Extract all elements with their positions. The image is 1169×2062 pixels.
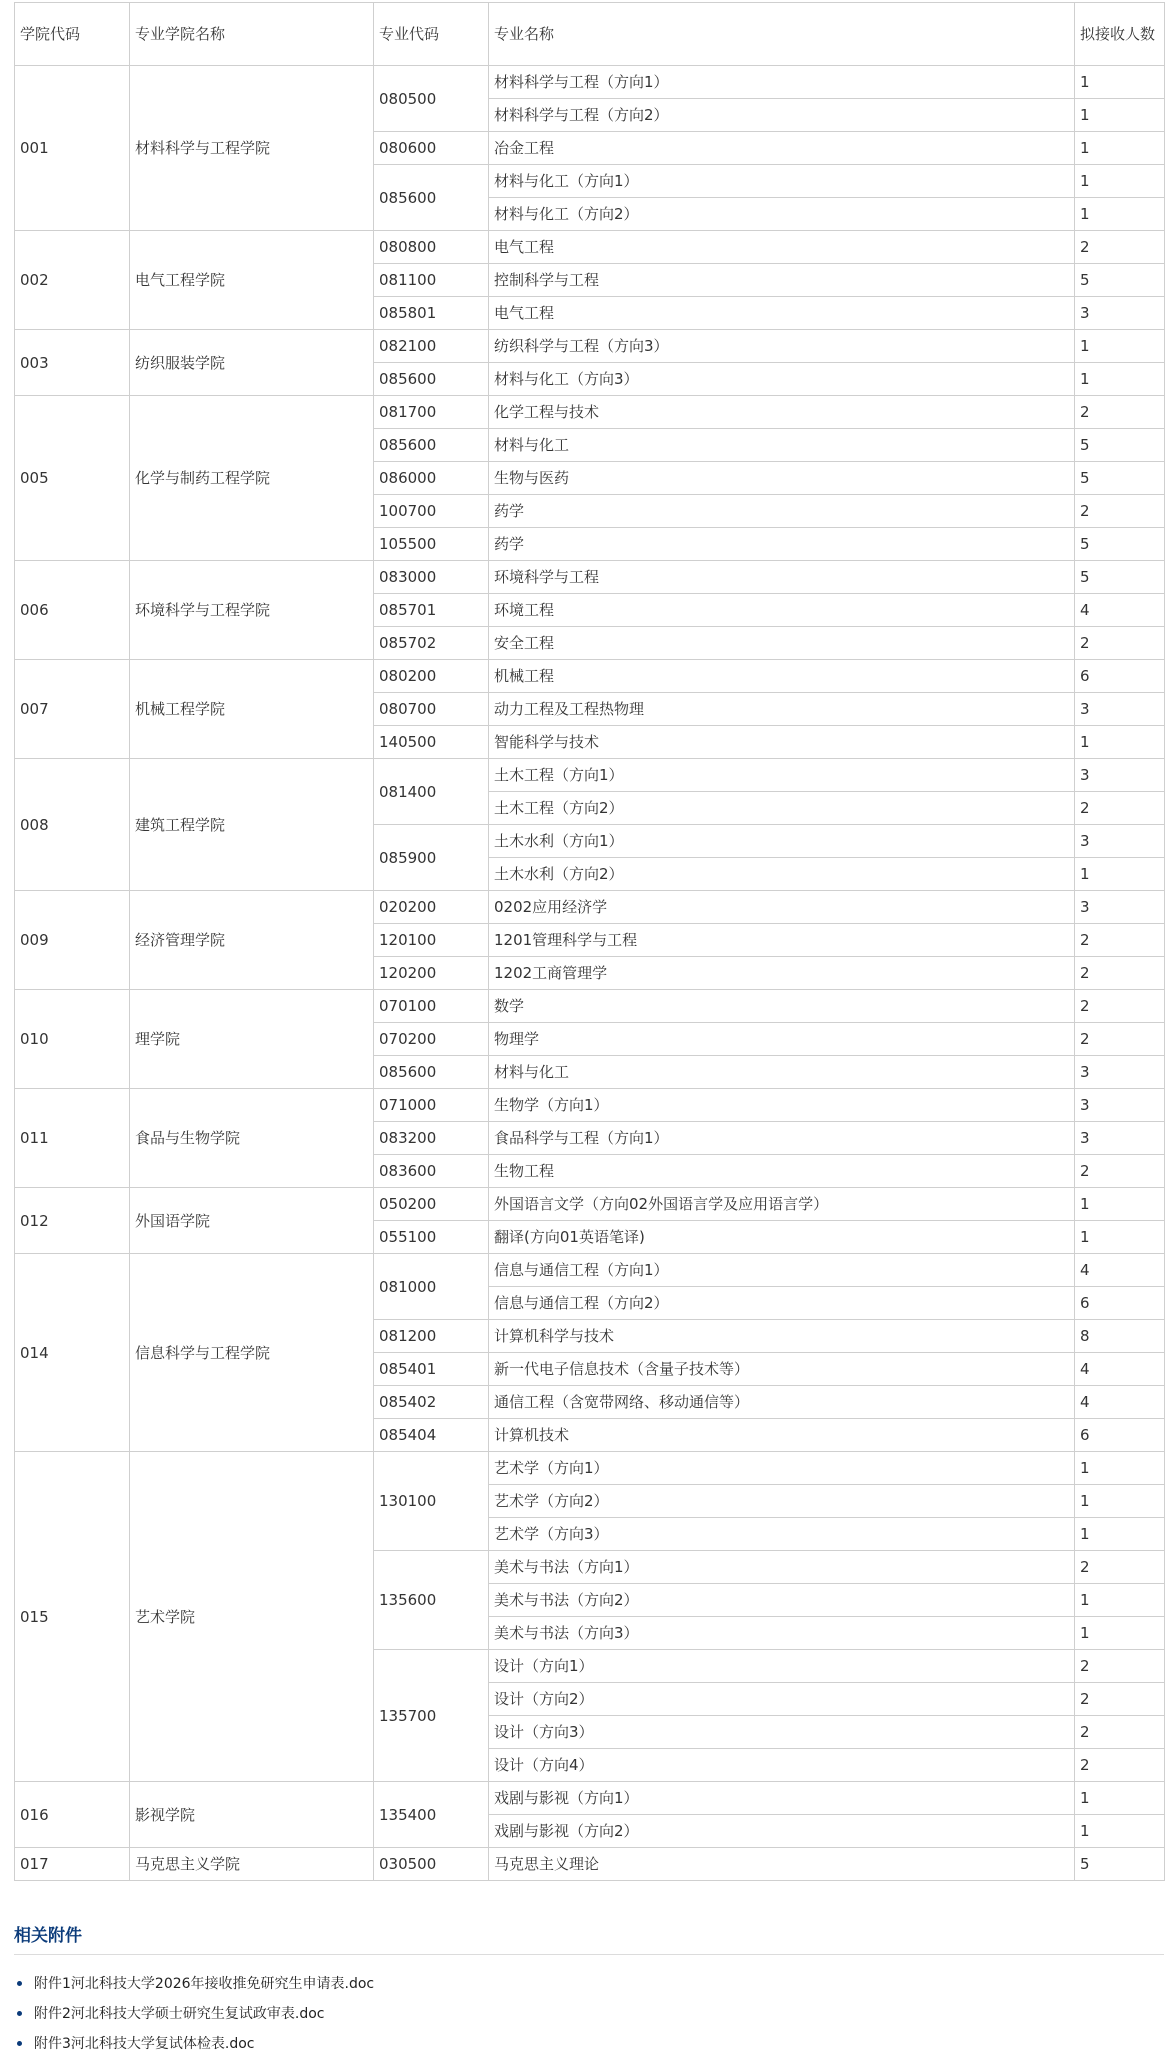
major-code-cell: 055100: [374, 1221, 489, 1254]
major-code-cell: 086000: [374, 462, 489, 495]
quota-count-cell: 1: [1075, 1584, 1165, 1617]
major-name-cell: 马克思主义理论: [489, 1848, 1075, 1881]
college-name-cell: 艺术学院: [130, 1452, 374, 1782]
major-name-cell: 设计（方向1）: [489, 1650, 1075, 1683]
attachment-link-3[interactable]: 附件3河北科技大学复试体检表.doc: [34, 2036, 255, 2052]
quota-count-cell: 2: [1075, 792, 1165, 825]
major-code-cell: 140500: [374, 726, 489, 759]
quota-count-cell: 5: [1075, 264, 1165, 297]
major-code-cell: 135600: [374, 1551, 489, 1650]
major-code-cell: 085702: [374, 627, 489, 660]
major-name-cell: 计算机科学与技术: [489, 1320, 1075, 1353]
college-code-cell: 002: [15, 231, 130, 330]
quota-count-cell: 6: [1075, 1287, 1165, 1320]
quota-count-cell: 2: [1075, 1551, 1165, 1584]
quota-count-cell: 3: [1075, 1056, 1165, 1089]
major-name-cell: 安全工程: [489, 627, 1075, 660]
attachment-item: [14, 2029, 1164, 2059]
attachments-title: 相关附件: [14, 1926, 82, 1946]
college-code-cell: 017: [15, 1848, 130, 1881]
major-name-cell: 智能科学与技术: [489, 726, 1075, 759]
bullet-icon: [17, 2011, 22, 2016]
major-code-cell: 081200: [374, 1320, 489, 1353]
quota-count-cell: 1: [1075, 132, 1165, 165]
quota-count-cell: 1: [1075, 858, 1165, 891]
table-row: [15, 66, 1165, 99]
table-row: [15, 660, 1165, 693]
college-code-cell: 001: [15, 66, 130, 231]
major-code-cell: 085701: [374, 594, 489, 627]
major-name-cell: 土木工程（方向2）: [489, 792, 1075, 825]
bullet-icon: [17, 1981, 22, 1986]
college-code-cell: 005: [15, 396, 130, 561]
major-code-cell: 085402: [374, 1386, 489, 1419]
major-name-cell: 土木工程（方向1）: [489, 759, 1075, 792]
quota-count-cell: 5: [1075, 429, 1165, 462]
quota-count-cell: 5: [1075, 462, 1165, 495]
attachment-item: [14, 1969, 1164, 1999]
quota-count-cell: 4: [1075, 1386, 1165, 1419]
major-name-cell: 环境科学与工程: [489, 561, 1075, 594]
quota-count-cell: 1: [1075, 726, 1165, 759]
major-code-cell: 081400: [374, 759, 489, 825]
quota-count-cell: 1: [1075, 1815, 1165, 1848]
table-row: [15, 561, 1165, 594]
major-name-cell: 外国语言文学（方向02外国语言学及应用语言学）: [489, 1188, 1075, 1221]
college-name-cell: 纺织服装学院: [130, 330, 374, 396]
quota-count-cell: 8: [1075, 1320, 1165, 1353]
major-name-cell: 材料与化工（方向3）: [489, 363, 1075, 396]
college-name-cell: 经济管理学院: [130, 891, 374, 990]
major-code-cell: 071000: [374, 1089, 489, 1122]
college-name-cell: 建筑工程学院: [130, 759, 374, 891]
major-name-cell: 艺术学（方向2）: [489, 1485, 1075, 1518]
major-name-cell: 0202应用经济学: [489, 891, 1075, 924]
major-name-cell: 信息与通信工程（方向2）: [489, 1287, 1075, 1320]
table-row: [15, 1848, 1165, 1881]
major-code-cell: 120200: [374, 957, 489, 990]
attachment-link-1[interactable]: 附件1河北科技大学2026年接收推免研究生申请表.doc: [34, 1976, 375, 1992]
quota-count-cell: 6: [1075, 660, 1165, 693]
quota-count-cell: 2: [1075, 957, 1165, 990]
major-code-cell: 135400: [374, 1782, 489, 1848]
major-name-cell: 1201管理科学与工程: [489, 924, 1075, 957]
header-major-name: 专业名称: [489, 3, 1075, 66]
quota-count-cell: 1: [1075, 363, 1165, 396]
major-name-cell: 土木水利（方向2）: [489, 858, 1075, 891]
major-code-cell: 080800: [374, 231, 489, 264]
major-name-cell: 设计（方向3）: [489, 1716, 1075, 1749]
major-name-cell: 美术与书法（方向3）: [489, 1617, 1075, 1650]
table-row: [15, 990, 1165, 1023]
college-name-cell: 外国语学院: [130, 1188, 374, 1254]
major-name-cell: 电气工程: [489, 231, 1075, 264]
college-code-cell: 016: [15, 1782, 130, 1848]
table-row: [15, 891, 1165, 924]
table-row: [15, 759, 1165, 792]
major-code-cell: 085401: [374, 1353, 489, 1386]
major-name-cell: 材料科学与工程（方向1）: [489, 66, 1075, 99]
major-name-cell: 1202工商管理学: [489, 957, 1075, 990]
bullet-icon: [17, 2041, 22, 2046]
major-name-cell: 土木水利（方向1）: [489, 825, 1075, 858]
major-code-cell: 070200: [374, 1023, 489, 1056]
major-name-cell: 动力工程及工程热物理: [489, 693, 1075, 726]
quota-count-cell: 2: [1075, 231, 1165, 264]
major-name-cell: 控制科学与工程: [489, 264, 1075, 297]
college-name-cell: 食品与生物学院: [130, 1089, 374, 1188]
attachment-item: [14, 1999, 1164, 2029]
quota-count-cell: 2: [1075, 396, 1165, 429]
major-name-cell: 物理学: [489, 1023, 1075, 1056]
college-code-cell: 014: [15, 1254, 130, 1452]
major-name-cell: 艺术学（方向1）: [489, 1452, 1075, 1485]
major-code-cell: 083200: [374, 1122, 489, 1155]
major-code-cell: 085600: [374, 429, 489, 462]
major-name-cell: 翻译(方向01英语笔译): [489, 1221, 1075, 1254]
major-name-cell: 纺织科学与工程（方向3）: [489, 330, 1075, 363]
major-code-cell: 120100: [374, 924, 489, 957]
quota-count-cell: 3: [1075, 297, 1165, 330]
quota-count-cell: 4: [1075, 1353, 1165, 1386]
major-name-cell: 美术与书法（方向1）: [489, 1551, 1075, 1584]
admission-quota-table: [14, 2, 1165, 1881]
college-code-cell: 003: [15, 330, 130, 396]
major-code-cell: 081100: [374, 264, 489, 297]
table-row: [15, 1188, 1165, 1221]
quota-count-cell: 2: [1075, 924, 1165, 957]
attachments-list: [14, 1969, 1164, 2059]
major-code-cell: 030500: [374, 1848, 489, 1881]
header-major-code: 专业代码: [374, 3, 489, 66]
major-name-cell: 环境工程: [489, 594, 1075, 627]
quota-count-cell: 1: [1075, 330, 1165, 363]
quota-count-cell: 3: [1075, 693, 1165, 726]
quota-count-cell: 1: [1075, 1617, 1165, 1650]
quota-count-cell: 1: [1075, 1782, 1165, 1815]
quota-count-cell: 2: [1075, 1749, 1165, 1782]
major-code-cell: 085404: [374, 1419, 489, 1452]
college-code-cell: 009: [15, 891, 130, 990]
major-name-cell: 材料科学与工程（方向2）: [489, 99, 1075, 132]
table-row: [15, 1782, 1165, 1815]
table-header-row: [15, 3, 1165, 66]
admission-table-container: [14, 2, 1164, 1881]
table-row: [15, 1254, 1165, 1287]
major-name-cell: 药学: [489, 528, 1075, 561]
major-name-cell: 设计（方向4）: [489, 1749, 1075, 1782]
quota-count-cell: 2: [1075, 1683, 1165, 1716]
major-code-cell: 080600: [374, 132, 489, 165]
college-name-cell: 化学与制药工程学院: [130, 396, 374, 561]
quota-count-cell: 1: [1075, 198, 1165, 231]
major-code-cell: 082100: [374, 330, 489, 363]
quota-count-cell: 1: [1075, 1518, 1165, 1551]
major-code-cell: 070100: [374, 990, 489, 1023]
major-name-cell: 通信工程（含宽带网络、移动通信等）: [489, 1386, 1075, 1419]
major-name-cell: 美术与书法（方向2）: [489, 1584, 1075, 1617]
major-code-cell: 083600: [374, 1155, 489, 1188]
attachments-section: [14, 1918, 1164, 2059]
major-name-cell: 生物学（方向1）: [489, 1089, 1075, 1122]
quota-count-cell: 6: [1075, 1419, 1165, 1452]
table-row: [15, 330, 1165, 363]
major-code-cell: 020200: [374, 891, 489, 924]
major-code-cell: 050200: [374, 1188, 489, 1221]
quota-count-cell: 1: [1075, 1221, 1165, 1254]
major-name-cell: 机械工程: [489, 660, 1075, 693]
major-code-cell: 080700: [374, 693, 489, 726]
quota-count-cell: 3: [1075, 1089, 1165, 1122]
major-code-cell: 080500: [374, 66, 489, 132]
table-body: [15, 66, 1165, 1881]
college-code-cell: 007: [15, 660, 130, 759]
major-name-cell: 生物与医药: [489, 462, 1075, 495]
quota-count-cell: 2: [1075, 1716, 1165, 1749]
quota-count-cell: 1: [1075, 165, 1165, 198]
college-name-cell: 材料科学与工程学院: [130, 66, 374, 231]
major-name-cell: 化学工程与技术: [489, 396, 1075, 429]
quota-count-cell: 1: [1075, 1452, 1165, 1485]
header-college-name: 专业学院名称: [130, 3, 374, 66]
major-name-cell: 信息与通信工程（方向1）: [489, 1254, 1075, 1287]
major-name-cell: 材料与化工: [489, 429, 1075, 462]
college-code-cell: 008: [15, 759, 130, 891]
major-code-cell: 085600: [374, 165, 489, 231]
major-name-cell: 数学: [489, 990, 1075, 1023]
quota-count-cell: 1: [1075, 1188, 1165, 1221]
quota-count-cell: 3: [1075, 891, 1165, 924]
college-name-cell: 机械工程学院: [130, 660, 374, 759]
major-name-cell: 冶金工程: [489, 132, 1075, 165]
attachments-divider: [14, 1954, 1164, 1955]
major-code-cell: 085801: [374, 297, 489, 330]
major-code-cell: 081000: [374, 1254, 489, 1320]
major-name-cell: 计算机技术: [489, 1419, 1075, 1452]
college-name-cell: 电气工程学院: [130, 231, 374, 330]
quota-count-cell: 5: [1075, 1848, 1165, 1881]
quota-count-cell: 4: [1075, 594, 1165, 627]
major-name-cell: 电气工程: [489, 297, 1075, 330]
table-row: [15, 1089, 1165, 1122]
major-code-cell: 083000: [374, 561, 489, 594]
college-name-cell: 环境科学与工程学院: [130, 561, 374, 660]
quota-count-cell: 1: [1075, 1485, 1165, 1518]
quota-count-cell: 3: [1075, 759, 1165, 792]
quota-count-cell: 5: [1075, 528, 1165, 561]
major-name-cell: 艺术学（方向3）: [489, 1518, 1075, 1551]
header-college-code: 学院代码: [15, 3, 130, 66]
quota-count-cell: 5: [1075, 561, 1165, 594]
major-code-cell: 130100: [374, 1452, 489, 1551]
college-code-cell: 010: [15, 990, 130, 1089]
college-code-cell: 012: [15, 1188, 130, 1254]
major-code-cell: 085900: [374, 825, 489, 891]
college-code-cell: 015: [15, 1452, 130, 1782]
table-row: [15, 1452, 1165, 1485]
quota-count-cell: 3: [1075, 1122, 1165, 1155]
college-name-cell: 马克思主义学院: [130, 1848, 374, 1881]
quota-count-cell: 2: [1075, 495, 1165, 528]
major-name-cell: 新一代电子信息技术（含量子技术等）: [489, 1353, 1075, 1386]
quota-count-cell: 1: [1075, 66, 1165, 99]
header-quota: 拟接收人数: [1075, 3, 1165, 66]
attachment-link-2[interactable]: 附件2河北科技大学硕士研究生复试政审表.doc: [34, 2006, 325, 2022]
quota-count-cell: 2: [1075, 1155, 1165, 1188]
college-code-cell: 006: [15, 561, 130, 660]
major-code-cell: 085600: [374, 363, 489, 396]
table-row: [15, 396, 1165, 429]
quota-count-cell: 4: [1075, 1254, 1165, 1287]
major-name-cell: 材料与化工（方向1）: [489, 165, 1075, 198]
quota-count-cell: 2: [1075, 627, 1165, 660]
major-code-cell: 085600: [374, 1056, 489, 1089]
quota-count-cell: 3: [1075, 825, 1165, 858]
major-name-cell: 生物工程: [489, 1155, 1075, 1188]
quota-count-cell: 2: [1075, 990, 1165, 1023]
major-name-cell: 材料与化工: [489, 1056, 1075, 1089]
college-code-cell: 011: [15, 1089, 130, 1188]
table-row: [15, 231, 1165, 264]
quota-count-cell: 2: [1075, 1023, 1165, 1056]
major-name-cell: 设计（方向2）: [489, 1683, 1075, 1716]
college-name-cell: 影视学院: [130, 1782, 374, 1848]
major-name-cell: 戏剧与影视（方向2）: [489, 1815, 1075, 1848]
college-name-cell: 理学院: [130, 990, 374, 1089]
major-name-cell: 材料与化工（方向2）: [489, 198, 1075, 231]
major-name-cell: 药学: [489, 495, 1075, 528]
major-code-cell: 080200: [374, 660, 489, 693]
quota-count-cell: 2: [1075, 1650, 1165, 1683]
major-code-cell: 081700: [374, 396, 489, 429]
major-code-cell: 105500: [374, 528, 489, 561]
quota-count-cell: 1: [1075, 99, 1165, 132]
college-name-cell: 信息科学与工程学院: [130, 1254, 374, 1452]
major-name-cell: 戏剧与影视（方向1）: [489, 1782, 1075, 1815]
major-code-cell: 135700: [374, 1650, 489, 1782]
major-code-cell: 100700: [374, 495, 489, 528]
major-name-cell: 食品科学与工程（方向1）: [489, 1122, 1075, 1155]
